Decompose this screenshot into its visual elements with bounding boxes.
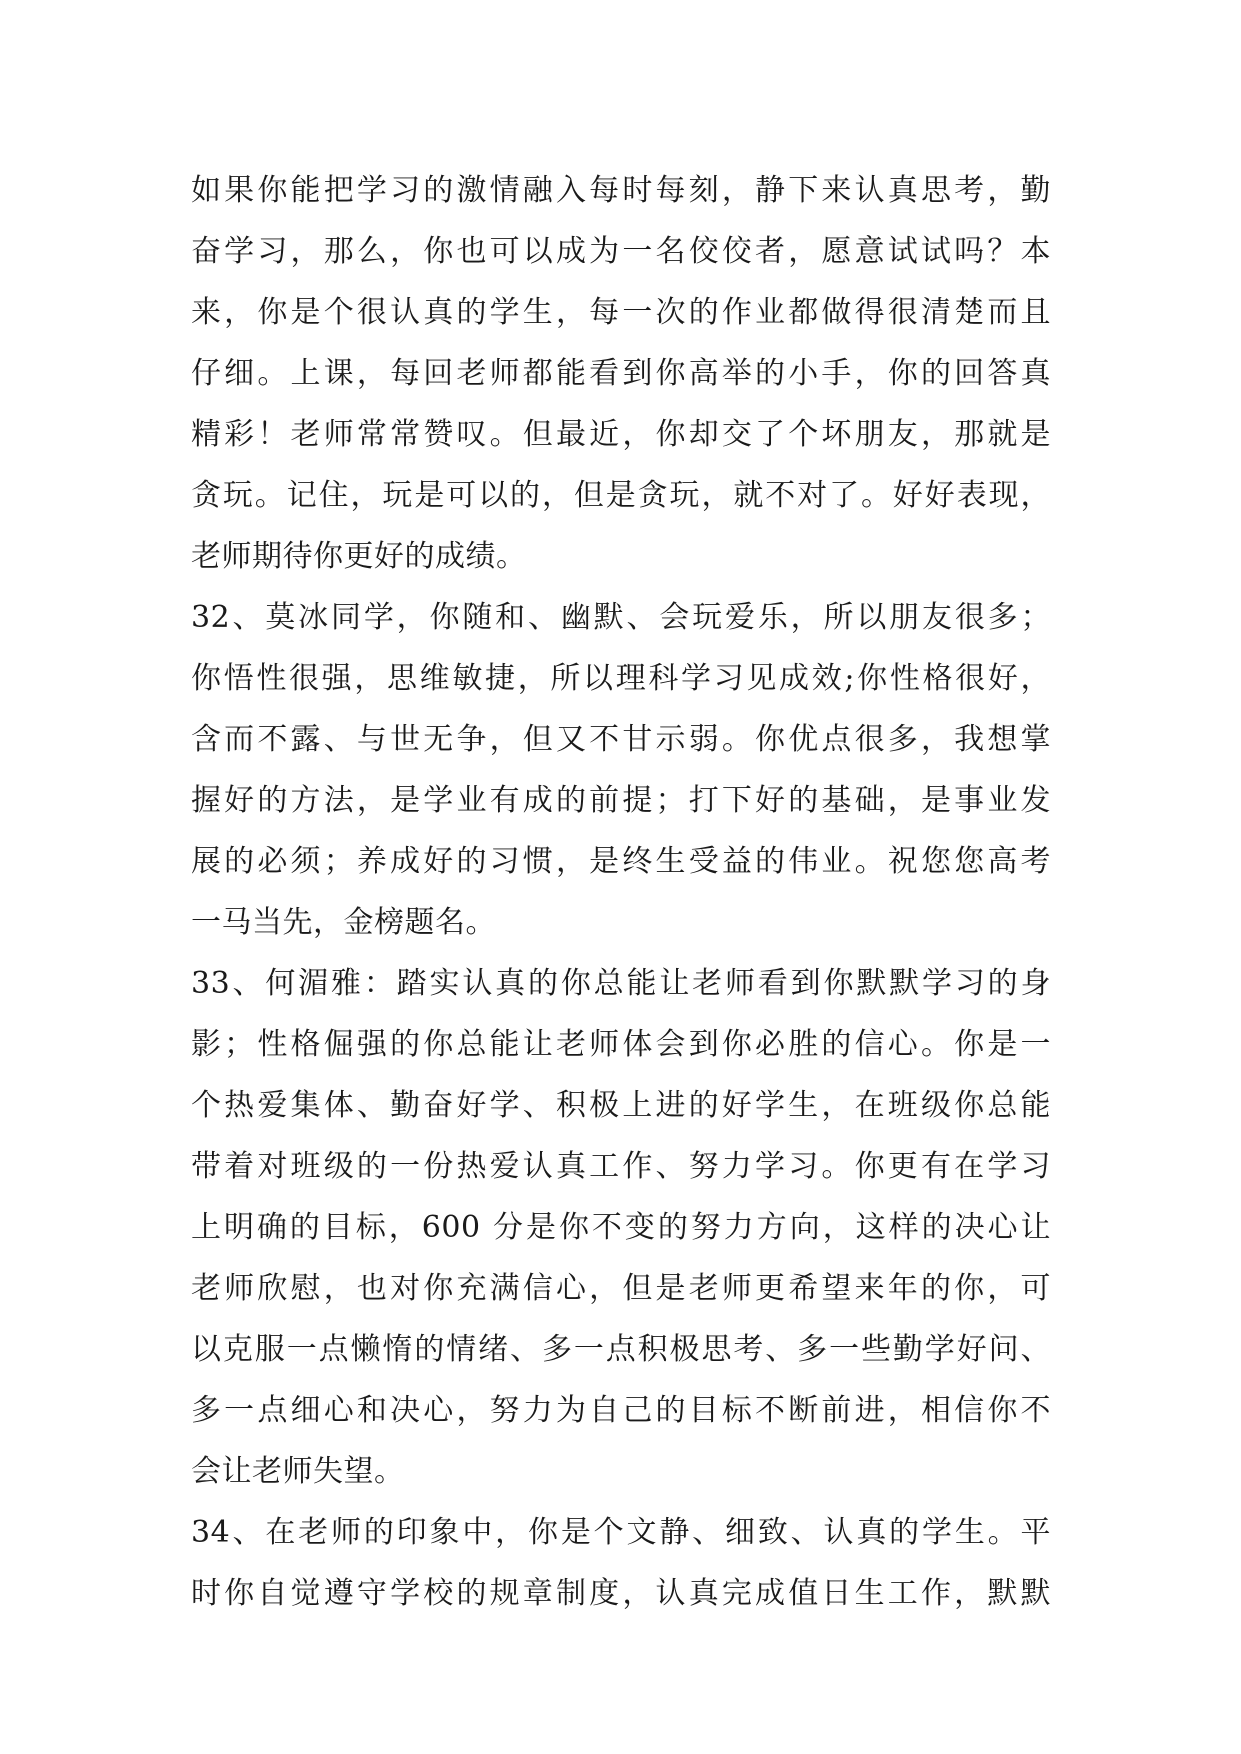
text-line: 来，你是个很认真的学生，每一次的作业都做得很清楚而且 (191, 295, 1051, 330)
text-line: 时你自觉遵守学校的规章制度，认真完成值日生工作，默默 (191, 1576, 1051, 1611)
text-line: 握好的方法，是学业有成的前提；打下好的基础，是事业发 (191, 783, 1051, 818)
text-line: 贪玩。记住，玩是可以的，但是贪玩，就不对了。好好表现， (191, 478, 1051, 513)
text-line: 你悟性很强，思维敏捷，所以理科学习见成效;你性格很好， (191, 661, 1051, 696)
text-line: 含而不露、与世无争，但又不甘示弱。你优点很多，我想掌 (191, 722, 1051, 757)
text-line: 以克服一点懒惰的情绪、多一点积极思考、多一些勤学好问、 (191, 1332, 1051, 1367)
text-line: 上明确的目标，600 分是你不变的努力方向，这样的决心让 (191, 1210, 1051, 1245)
text-line: 展的必须；养成好的习惯，是终生受益的伟业。祝您您高考 (191, 844, 1051, 879)
text-line: 带着对班级的一份热爱认真工作、努力学习。你更有在学习 (191, 1149, 1051, 1184)
text-line: 如果你能把学习的激情融入每时每刻，静下来认真思考，勤 (191, 173, 1051, 208)
text-line: 一马当先，金榜题名。 (191, 905, 496, 940)
document-body (191, 160, 1051, 1624)
text-line: 精彩！老师常常赞叹。但最近，你却交了个坏朋友，那就是 (191, 417, 1051, 452)
text-line: 32、莫冰同学，你随和、幽默、会玩爱乐，所以朋友很多； (191, 600, 1051, 635)
text-line: 老师期待你更好的成绩。 (191, 539, 527, 574)
text-line: 多一点细心和决心，努力为自己的目标不断前进，相信你不 (191, 1393, 1051, 1428)
text-line: 奋学习，那么，你也可以成为一名佼佼者，愿意试试吗？本 (191, 234, 1051, 269)
text-line: 影；性格倔强的你总能让老师体会到你必胜的信心。你是一 (191, 1027, 1051, 1062)
text-line: 34、在老师的印象中，你是个文静、细致、认真的学生。平 (191, 1515, 1051, 1550)
text-line: 仔细。上课，每回老师都能看到你高举的小手，你的回答真 (191, 356, 1051, 391)
text-line: 会让老师失望。 (191, 1454, 405, 1489)
text-line: 33、何湄雅：踏实认真的你总能让老师看到你默默学习的身 (191, 966, 1051, 1001)
text-line: 个热爱集体、勤奋好学、积极上进的好学生，在班级你总能 (191, 1088, 1051, 1123)
text-line: 老师欣慰，也对你充满信心，但是老师更希望来年的你，可 (191, 1271, 1051, 1306)
